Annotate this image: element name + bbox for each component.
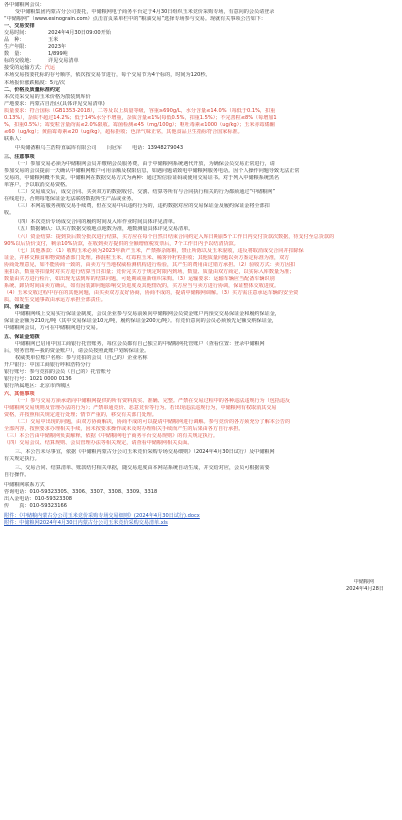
notice-line: 单客户，予以取消交易资格。: [4, 182, 71, 189]
notice-line: 收。: [4, 210, 15, 217]
spacer: [4, 527, 398, 579]
notice-line: 协商处理意见，如不能协商一致的，由卖方与当地权威检测机构进行检验，其产生的费用由过错方承担。（2）验收方式：卖方因扣: [4, 261, 296, 268]
contact-label: 联系人：: [4, 135, 25, 142]
label-quantity: 数 量：: [4, 51, 25, 58]
section-6-title: 六、其他事项: [4, 390, 35, 397]
bank-region: 银行所属地区：北京市西城区: [4, 383, 71, 390]
supplement-line: 三、本公告未尽事宜，依据《中储粮内蒙古分公司玉米竞价采购专场交易细则》（2024年4月30日试行）及中储粮网: [15, 448, 275, 455]
other-line: （二）交易中出现的问题，由双方协商解决，协商不成的可以提请中储粮网进行调解。参与竞价的各方须充分了解本公告的: [15, 418, 291, 425]
contact-phone: 咨询电话：010-59323305、3306、3307、3308、3309、3318: [4, 489, 158, 496]
attachments: [4, 513, 398, 527]
value-delivery-place: 详见交易清单: [48, 58, 79, 65]
notice-line: 在线进行，否则每笔保证金无法联络数据所生产品或业务。: [4, 196, 137, 203]
intro-line-2: “中储粮网”（www.esinograin.com）点击首页菜单栏中的“粮油交易”选择专场参与交易。现就有关事项公告如下：: [4, 16, 267, 23]
other-line: （一）参与交易方须承诺向中储粮网提供的所有资料真实、准确、完整。严禁在交易过程中的各种违法违规行为（包括违反: [15, 397, 291, 404]
supplement-line: 三、交易合同、结算清单、账款结付相关单据，随交易进度由本网站系统自动生成，并交给对应，会员可根据需要: [15, 465, 270, 471]
other-line: 中储粮网交易规则及管理办法的行为）；严禁串通竞价、恶意竞价等行为。若出现违法违规行为，中储粮网有权取消其交易: [4, 404, 277, 411]
label-transport: 接受的运输方式：: [4, 65, 45, 72]
intro-line-1: 受中储粮集团内蒙古分公司委托，中储粮网电子商务平台定于4月30日组织玉米竞价采购专场，有意向的会员请登录: [15, 9, 275, 16]
transfer-line: 后，财务管理—我的资金账户），请会员按照此账户划转保证金。: [4, 348, 150, 355]
signature-org: 中储粮网: [353, 579, 374, 586]
bank-account: 银行账号：参与竞拍的会员（自己的）托管账号: [4, 369, 111, 376]
contacts-title: 中储粮网联系方式: [4, 482, 45, 489]
note-bid-step: 本场报价涨跌幅度：5元/次: [4, 79, 65, 86]
notice-line: 90%以后货价支付，剩余10%货款，在收到卖方提供的全额增值税发票后，7个工作日内予以结清货款。: [4, 240, 239, 247]
deposit-line: 中储粮网会员，方可在中储粮网进行交易。: [4, 325, 101, 332]
section-3-title: 三、注意事项: [4, 153, 35, 160]
quality-line: %，扣重0.5%）；霉变粒含量尚需≤2.0%限收。霉菌检测≤45（mg/100g）；呕吐毒素≤1000（ug/kg）；玉米赤霉烯酮: [4, 121, 275, 128]
section-2-title: 二、价格及质量标准约定: [4, 86, 61, 93]
value-quantity: 1/899吨: [48, 51, 68, 58]
notice-line: （七）其他条款：（1）收购玉米必须为2023年新产玉米，严禁掺杂陈粮，禁止所陈以及玉米混收，违反将取消成交合同并扣除保: [15, 247, 304, 254]
notice-line: （六）资金结算：提到货后数分批次进行结算，买方应在每个自然日结束合同约定入库日期前5个工作日内交付货款次数据，待支付至总货款的: [15, 233, 335, 240]
account-name: 权威类单位账户名称：参与竞拍的会员（自己的）企业名称: [15, 355, 148, 362]
deposit-line: 中储粮网线上交易实行保证金制度，会员企业参与交易前须向中储粮网会员资金账户内预交交易保证金和履约保证金，: [15, 311, 280, 318]
notices: [4, 161, 398, 304]
section-5-title: 五、保证金划拨: [4, 334, 40, 341]
other-line: （三）本公告由中储粮网负责解释。依据《中储粮网电子商务平台交易规则》的有关规定执行。: [4, 432, 218, 439]
origin-requirement: 产地要求：内蒙古自治区(具体详见交易清单): [4, 100, 105, 107]
contact-fax: 传 真：010-59323166: [4, 503, 67, 510]
contact-fund-phone: 出入金电话：010-59323308: [4, 496, 73, 503]
deposit-line: 保证金金额为210元/吨（其中交易保证金10元/吨，履约保证金200元/吨）。有竞价意向的会员必须预先足额交纳保证金，: [4, 318, 278, 325]
notice-line: （五）数据确认：以买方数据交收地点地数为准，地数测量具体详见交易清单。: [15, 226, 194, 233]
notice-line: （二）交易成交后，成交合同、买卖双方的数据收付、交割、结算等所有与合同执行相关的行为都须通过“中储粮网”: [15, 189, 275, 196]
transfer-line: 中储粮网已启用中国工商银行托管账务，每位会员都有自己独立的中储粮网托管账户（查看位置：登录中储粮网: [15, 341, 265, 348]
attachment-list-link[interactable]: 附件：中储粮网2024年4月30日内蒙古分公司玉米竞价采购交易清单.xls: [4, 520, 168, 527]
section-4-title: 四、保证金: [4, 303, 30, 310]
value-trade-time: 2024年4月30日09:00开始: [48, 30, 111, 37]
notice-line: （一）参加交易必须为中储粮网会员并缴纳会员服务费，由于中储粮网系统遇代开放，为确保会员交易正常进行，请: [15, 161, 275, 168]
label-delivery-place: 标的交收地：: [4, 58, 35, 65]
note-session: 本场交易按委托标的存号顺序，依次按交易节进行，每个交易节为4个标的，时间为120秒。: [4, 72, 211, 79]
other-line: 全部内容，按照要求办理相关手续，因未按要求操作或未及时办理相关手续而产生的后果由各方自行承担。: [4, 425, 244, 432]
value-production-year: 2023年: [48, 44, 67, 51]
quality-line: 质量要求：符合国标（GB1353-2018），二等及以上质量等级，容重≥690g/L，水分含量≤14.0%（每低于0.1%，扣重: [4, 107, 276, 114]
quality-line: 0.13%），杂质不超过14.2%；低于14%水分不增重，杂质含量≤1%(每低0.5%，扣重1.5%）；不完善粒≤8%（每增加1: [4, 114, 277, 121]
bank-code: 银行行号：1021 0000 0136: [4, 376, 72, 383]
price-basis: 本次竞采交易的玉米价格为散装到库价: [4, 93, 91, 100]
other-line: 资格，并按照相关规定进行处理；情节严重的，移交有关部门处理。: [4, 411, 157, 418]
signature-date: 2024年4月28日: [346, 586, 384, 593]
value-transport: 汽运: [44, 65, 55, 72]
trade-arrangement: [4, 30, 398, 72]
notice-line: 证金，并移交粮食和物资储备部门处理。掺混粒玉米、红霉粒玉米、稀雾异籽粒拒收；其他质量问题以卖方鉴定标准为准，双方: [4, 254, 290, 261]
label-variety: 品 种：: [4, 37, 25, 44]
notice-line: 重扣杂，数重等扣量时对买方进行结算当日扣量；竞价完买方于规定时限内到场，数量、质量由双方商定，以实际入库数量为准；: [4, 268, 295, 275]
notice-line: 数量由买方进行检斤，如出现无法到库的结算问题，可延期或重新组织采购。（3）运输要求：运输车辆应当配备车辆识别: [4, 275, 275, 282]
contact-info: 中央储备粮乌兰浩特直属库有限公司 闫冠军 电话：13948279043: [15, 144, 184, 151]
value-variety: 玉米: [48, 37, 59, 44]
notice-line: 交易的，中储粮网概不负责。中储粮网在数据交易方式为两种：通过短信验证码或使用交易证书。对于列入中储粮系统黑名: [4, 175, 280, 182]
bank-name: 开户银行：中国工商银行呼和浩特分行: [4, 362, 91, 369]
label-production-year: 生产年限：: [4, 44, 30, 51]
notice-line: 系统、卸货时间由卖方确认，如有因装卸问题影响交货进度及其他情况的，买方应当与卖方进行协调，保证整体交收进度。: [4, 282, 280, 289]
quality-requirement: [4, 108, 398, 136]
notice-line: （三）本网站服务视收交易手续费，但在交易中由违约行为的，违约数据对应的交易保证金及履约保证金将全部扣: [15, 203, 270, 210]
label-trade-time: 交易时间：: [4, 30, 30, 37]
notice-line: （4）玉米交收过程中存在的其他问题，由买卖双方友好协商，协商不成的，提请中储粮网调解。（3）买方需注意承运车辆的安全资: [4, 289, 299, 296]
supplement-line: 有关规定执行。: [4, 455, 40, 462]
notice-line: 质，如发生交通事故由承运方承担全部责任。: [4, 296, 106, 303]
section-1-title: 一、交易安排: [4, 23, 35, 30]
salutation: 各中储粮网会员：: [4, 2, 45, 8]
other-line: （四）交易会员、结算规则、会员管理办法等相关规定，请查看中储粮网相关页面。: [4, 439, 193, 446]
attachment-rules-link[interactable]: 附件：《中储粮内蒙古分公司玉米竞价采购专场交易细则》(2024年4月30日试行).docx: [4, 513, 200, 520]
notice-line: （四）本次竞价专场成交合同的履约时间及入库作业时间具体详见清单。: [15, 219, 179, 226]
quality-line: ≤60（ug/kg）；黄曲霉毒素≤20（ug/kg），超标拒收；色泽气味正常，其他食品卫生指标符合国家标准。: [4, 128, 243, 135]
supplement-line: 自行操作。: [4, 472, 30, 479]
notice-line: 参加交易的会员提前一天确认中储粮网账户可用余额及权限信息，如遇问题请致电中储粮网服务电话。因个人操作问题导致无法正常: [4, 168, 300, 175]
